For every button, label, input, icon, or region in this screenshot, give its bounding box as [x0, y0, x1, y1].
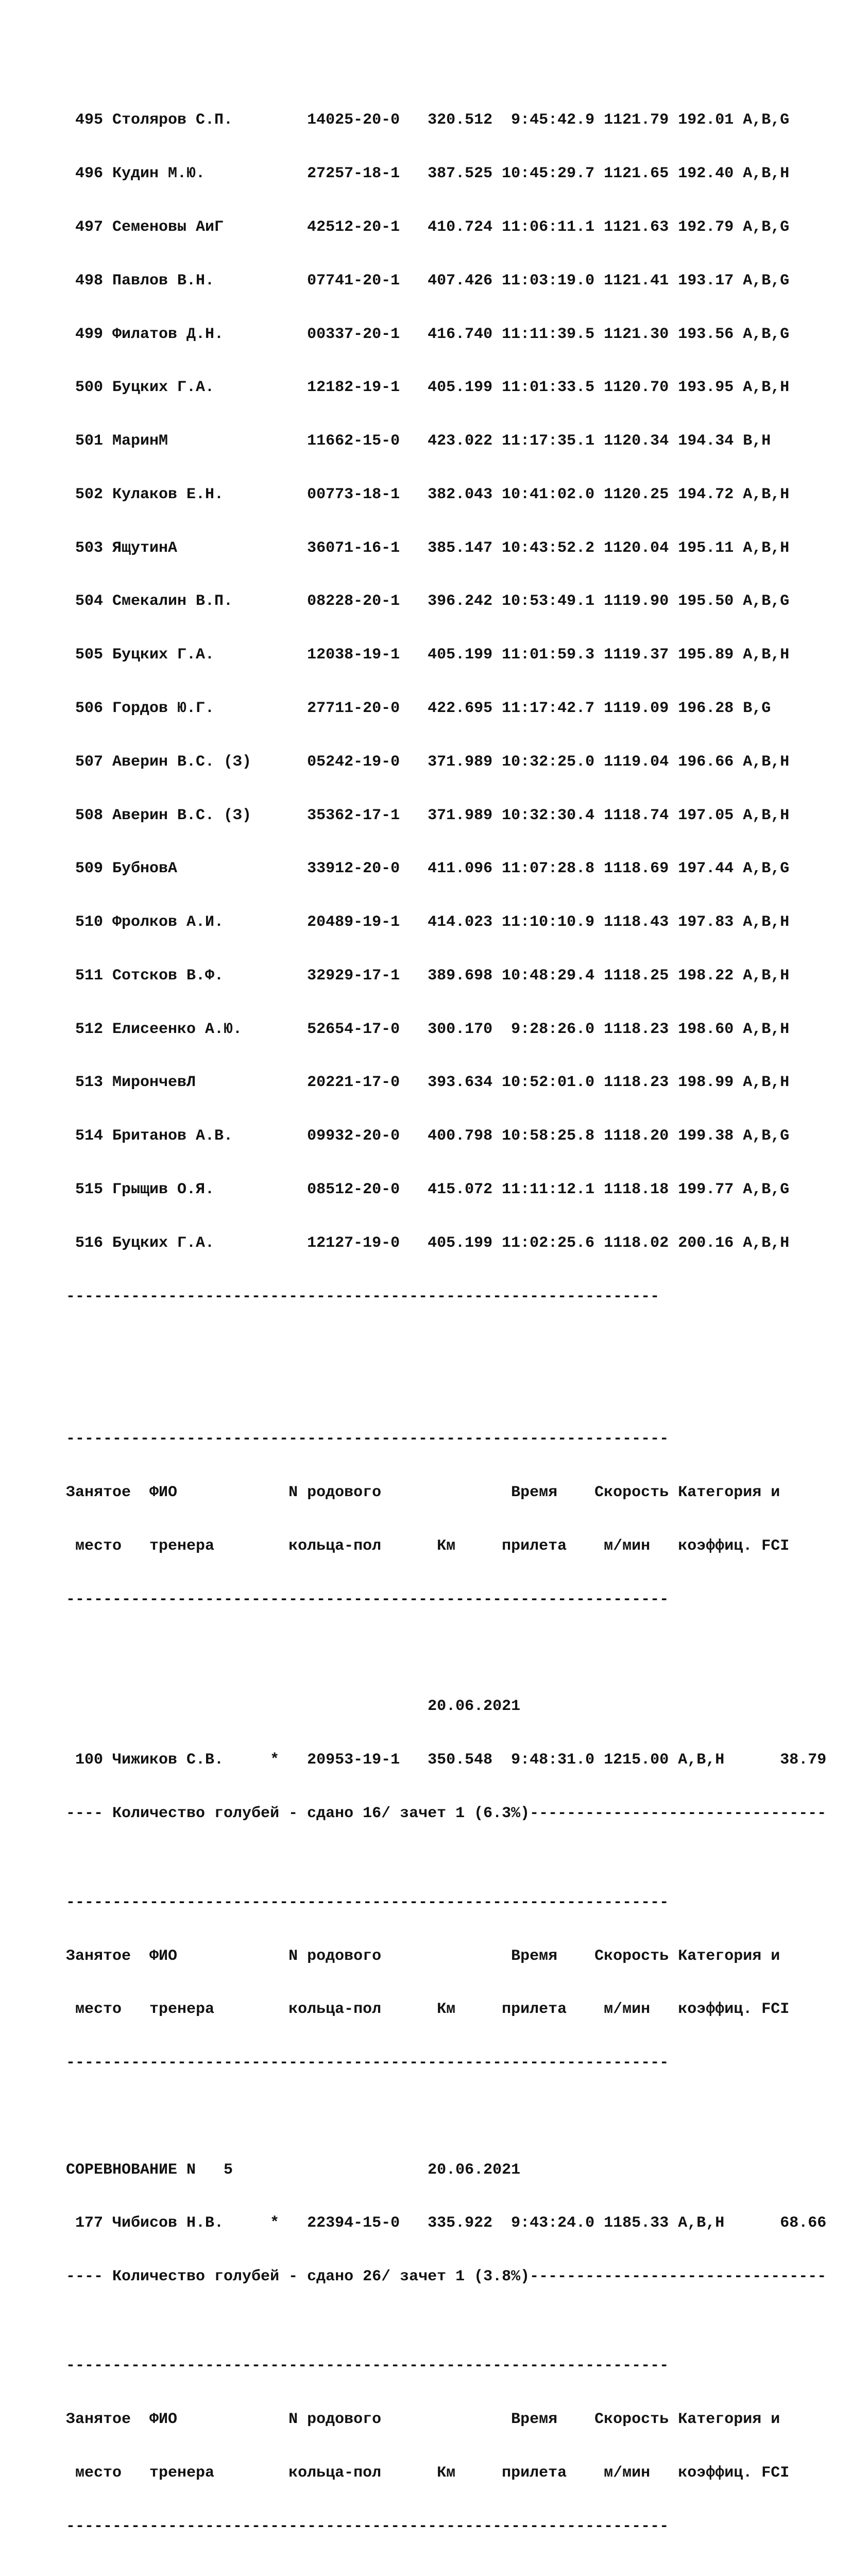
result-row: 506 Гордов Ю.Г. 27711-20-0 422.695 11:17:42.7 1119.09 196.28 B,G	[66, 699, 771, 717]
column-header-row-2: место тренера кольца-пол Км прилета м/мин коэффиц. FCI	[66, 2001, 790, 2019]
column-header-row-1: Занятое ФИО N родового Время Скорость Категория и	[66, 1484, 780, 1502]
section-label: 20.06.2021	[66, 1698, 521, 1716]
result-row: 505 Буцких Г.А. 12038-19-1 405.199 11:01:59.3 1119.37 195.89 A,B,H	[66, 646, 790, 664]
result-row: 509 БубновА 33912-20-0 411.096 11:07:28.8 1118.69 197.44 A,B,G	[66, 860, 790, 878]
result-row: 497 Семеновы АиГ 42512-20-1 410.724 11:06:11.1 1121.63 192.79 A,B,G	[66, 218, 790, 236]
result-row: 496 Кудин М.Ю. 27257-18-1 387.525 10:45:29.7 1121.65 192.40 A,B,H	[66, 165, 790, 183]
top-results-list	[66, 76, 849, 1341]
section-label: СОРЕВНОВАНИЕ N 5 20.06.2021	[66, 2161, 521, 2179]
result-row: 501 МаринМ 11662-15-0 423.022 11:17:35.1 1120.34 194.34 B,H	[66, 432, 771, 450]
result-row: 508 Аверин В.С. (З) 35362-17-1 371.989 10:32:30.4 1118.74 197.05 A,B,H	[66, 806, 790, 824]
rule-line: -----------------------------------------------------------------	[66, 2054, 669, 2072]
result-row: 177 Чибисов Н.В. * 22394-15-0 335.922 9:43:24.0 1185.33 A,B,H 68.66	[66, 2214, 827, 2232]
result-row: 500 Буцких Г.А. 12182-19-1 405.199 11:01:33.5 1120.70 193.95 A,B,H	[66, 379, 790, 397]
column-header-row-2: место тренера кольца-пол Км прилета м/мин коэффиц. FCI	[66, 1537, 790, 1555]
result-row: 515 Грыщив О.Я. 08512-20-0 415.072 11:11:12.1 1118.18 199.77 A,B,G	[66, 1181, 790, 1198]
results-printout	[66, 40, 849, 2576]
result-row: 504 Смекалин В.П. 08228-20-1 396.242 10:53:49.1 1119.90 195.50 A,B,G	[66, 592, 790, 611]
column-header-row-1: Занятое ФИО N родового Время Скорость Категория и	[66, 2410, 780, 2428]
result-row: 100 Чижиков С.В. * 20953-19-1 350.548 9:48:31.0 1215.00 A,B,H 38.79	[66, 1751, 827, 1769]
rule-line: -----------------------------------------------------------------	[66, 1590, 669, 1608]
competition-section	[66, 1662, 849, 1858]
rule-line: -----------------------------------------------------------------	[66, 1430, 669, 1448]
result-row: 510 Фролков А.И. 20489-19-1 414.023 11:10:10.9 1118.43 197.83 A,B,H	[66, 913, 790, 931]
result-row: 507 Аверин В.С. (З) 05242-19-0 371.989 10:32:25.0 1119.04 196.66 A,B,H	[66, 753, 790, 771]
result-row: 512 Елисеенко А.Ю. 52654-17-0 300.170 9:28:26.0 1118.23 198.60 A,B,H	[66, 1020, 790, 1038]
competition-section	[66, 2125, 849, 2321]
result-row: 513 МирончевЛ 20221-17-0 393.634 10:52:01.0 1118.23 198.99 A,B,H	[66, 1074, 790, 1092]
summary-line: ---- Количество голубей - сдано 16/ зачет 1 (6.3%)--------------------------------	[66, 1804, 827, 1822]
rule-line: -----------------------------------------------------------------	[66, 1893, 669, 1911]
result-row: 498 Павлов В.Н. 07741-20-1 407.426 11:03:19.0 1121.41 193.17 A,B,G	[66, 272, 790, 290]
column-header-row-2: место тренера кольца-пол Км прилета м/мин коэффиц. FCI	[66, 2464, 790, 2482]
result-row: 499 Филатов Д.Н. 00337-20-1 416.740 11:11:39.5 1121.30 193.56 A,B,G	[66, 325, 790, 343]
result-row: 502 Кулаков Е.Н. 00773-18-1 382.043 10:41:02.0 1120.25 194.72 A,B,H	[66, 485, 790, 503]
result-row: 516 Буцких Г.А. 12127-19-0 405.199 11:02:25.6 1118.02 200.16 A,B,H	[66, 1234, 790, 1252]
result-row: 511 Сотсков В.Ф. 32929-17-1 389.698 10:48:29.4 1118.25 198.22 A,B,H	[66, 967, 790, 985]
rule-line: -----------------------------------------------------------------	[66, 2517, 669, 2535]
column-header-row-1: Занятое ФИО N родового Время Скорость Категория и	[66, 1947, 780, 1965]
result-row: 495 Столяров С.П. 14025-20-0 320.512 9:45:42.9 1121.79 192.01 A,B,G	[66, 111, 790, 129]
result-row: 503 ЯщутинА 36071-16-1 385.147 10:43:52.2 1120.04 195.11 A,B,H	[66, 539, 790, 557]
summary-line: ---- Количество голубей - сдано 26/ зачет 1 (3.8%)--------------------------------	[66, 2268, 827, 2286]
rule-line: -----------------------------------------------------------------	[66, 2357, 669, 2375]
rule-line: ----------------------------------------------------------------	[66, 1287, 660, 1306]
result-row: 514 Британов А.В. 09932-20-0 400.798 10:58:25.8 1118.20 199.38 A,B,G	[66, 1127, 790, 1145]
